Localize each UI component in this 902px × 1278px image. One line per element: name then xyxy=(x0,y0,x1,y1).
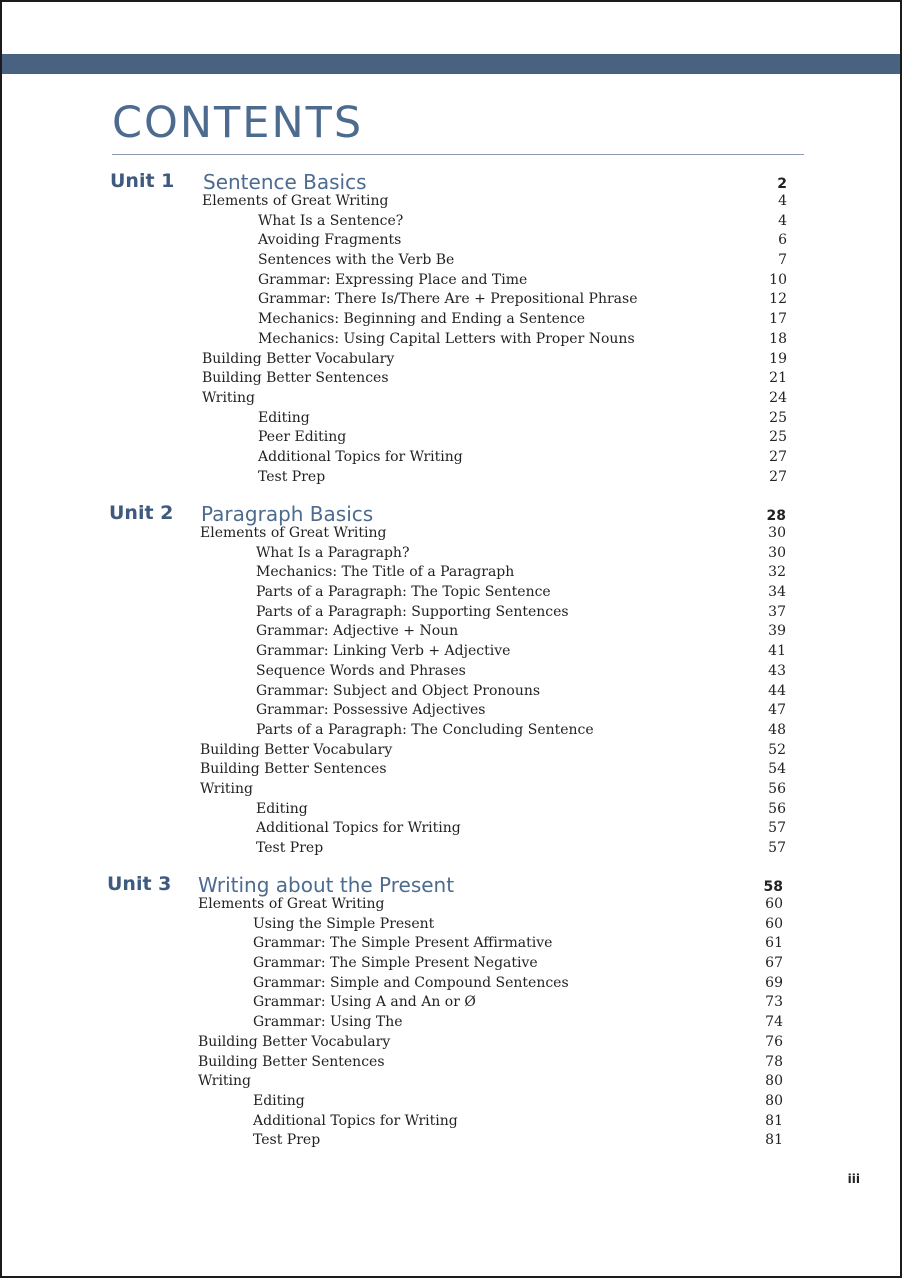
toc-entry-page: 81 xyxy=(765,1112,783,1129)
toc-entry-page: 47 xyxy=(768,702,786,719)
toc-entry xyxy=(0,974,783,994)
toc-entry-page: 56 xyxy=(768,780,786,797)
toc-entry-page: 18 xyxy=(769,330,787,347)
toc-entry-title: What Is a Sentence? xyxy=(258,212,404,229)
toc-entry xyxy=(0,895,783,915)
toc-entry-page: 48 xyxy=(768,721,786,738)
toc-entry xyxy=(0,1033,783,1053)
toc-entry-title: Grammar: Expressing Place and Time xyxy=(258,271,528,288)
unit-title: Paragraph Basics xyxy=(201,502,374,526)
toc-entry-page: 54 xyxy=(768,761,786,778)
toc-entry-title: What Is a Paragraph? xyxy=(256,544,410,561)
toc-entry-page: 43 xyxy=(768,662,786,679)
toc-entry-page: 4 xyxy=(778,212,787,229)
toc-entry-page: 24 xyxy=(769,389,787,406)
toc-entry-page: 80 xyxy=(765,1073,783,1090)
toc-entry-page: 78 xyxy=(765,1053,783,1070)
toc-entry xyxy=(0,310,787,330)
toc-entry-page: 73 xyxy=(765,994,783,1011)
toc-entry-title: Avoiding Fragments xyxy=(258,232,402,249)
toc-entry xyxy=(0,760,786,780)
unit-page-number: 28 xyxy=(766,508,786,524)
toc-entry xyxy=(0,1053,783,1073)
toc-entry-title: Writing xyxy=(202,389,256,406)
toc-entry xyxy=(0,1092,783,1112)
toc-entry-title: Elements of Great Writing xyxy=(200,525,387,541)
toc-entry-page: 17 xyxy=(769,311,787,328)
toc-entry-page: 80 xyxy=(765,1092,783,1109)
toc-entry xyxy=(0,642,786,662)
toc-entry-title: Peer Editing xyxy=(258,429,347,446)
toc-entry-title: Additional Topics for Writing xyxy=(253,1112,458,1129)
toc-entry-title: Grammar: The Simple Present Negative xyxy=(253,955,538,972)
toc-entry-title: Grammar: Subject and Object Pronouns xyxy=(256,682,541,699)
toc-entry-page: 21 xyxy=(769,370,787,387)
toc-entry-page: 76 xyxy=(765,1033,783,1050)
toc-entry-page: 67 xyxy=(765,955,783,972)
toc-entry-title: Building Better Sentences xyxy=(198,1053,385,1070)
toc-entry xyxy=(0,271,787,291)
toc-entry xyxy=(0,1131,783,1151)
toc-entry-page: 57 xyxy=(768,840,786,856)
toc-entry-title: Editing xyxy=(258,409,310,426)
toc-entry-title: Sentences with the Verb Be xyxy=(258,252,455,269)
toc-entry xyxy=(0,448,787,468)
toc-entry-page: 30 xyxy=(768,544,786,561)
toc-entry-page: 81 xyxy=(765,1132,783,1149)
toc-entry-title: Grammar: Possessive Adjectives xyxy=(256,702,486,719)
toc-entry xyxy=(0,954,783,974)
toc-entry-title: Mechanics: Using Capital Letters with Proper Nouns xyxy=(258,330,635,347)
toc-entry-title: Mechanics: The Title of a Paragraph xyxy=(256,564,515,581)
unit-title: Sentence Basics xyxy=(203,170,367,194)
toc-entry xyxy=(0,800,786,820)
toc-entry-page: 27 xyxy=(769,448,787,465)
toc-entry xyxy=(0,563,786,583)
toc-entry-title: Using the Simple Present xyxy=(253,915,435,932)
toc-entry xyxy=(0,468,787,488)
toc-entry-page: 60 xyxy=(765,896,783,912)
toc-entry xyxy=(0,428,787,448)
toc-entry-page: 4 xyxy=(778,193,787,209)
toc-entry xyxy=(0,839,786,859)
toc-entry-page: 61 xyxy=(765,935,783,952)
toc-entry xyxy=(0,819,786,839)
toc-entry xyxy=(0,330,787,350)
toc-entry-page: 6 xyxy=(778,232,787,249)
toc-entry xyxy=(0,1013,783,1033)
toc-entry xyxy=(0,682,786,702)
toc-entry-title: Editing xyxy=(256,800,308,817)
toc-entry xyxy=(0,741,786,761)
toc-entry-title: Building Better Sentences xyxy=(202,370,389,387)
toc-entry-title: Test Prep xyxy=(253,1132,321,1149)
toc-entry-page: 56 xyxy=(768,800,786,817)
toc-entry xyxy=(0,603,786,623)
toc-entry-page: 74 xyxy=(765,1014,783,1031)
toc-entry xyxy=(0,1112,783,1132)
toc-entry-title: Elements of Great Writing xyxy=(198,896,385,912)
toc-entry xyxy=(0,583,786,603)
toc-entry-page: 32 xyxy=(768,564,786,581)
toc-entry-title: Grammar: There Is/There Are + Prepositional Phrase xyxy=(258,291,638,308)
toc-entry-page: 10 xyxy=(769,271,787,288)
toc-entry-page: 12 xyxy=(769,291,787,308)
toc-entry-page: 25 xyxy=(769,429,787,446)
toc-entry-title: Parts of a Paragraph: Supporting Sentences xyxy=(256,603,569,620)
toc-entry-title: Writing xyxy=(198,1073,252,1090)
unit-title: Writing about the Present xyxy=(198,873,455,897)
toc-entry-page: 69 xyxy=(765,974,783,991)
toc-entry-title: Grammar: Adjective + Noun xyxy=(256,623,459,640)
toc-entry xyxy=(0,1072,783,1092)
toc-entry-title: Grammar: The Simple Present Affirmative xyxy=(253,935,553,952)
toc-entry xyxy=(0,290,787,310)
entry-list xyxy=(0,524,786,859)
toc-entry xyxy=(0,251,787,271)
toc-entry xyxy=(0,350,787,370)
toc-entry xyxy=(0,544,786,564)
toc-entry xyxy=(0,409,787,429)
toc-entry-title: Test Prep xyxy=(256,840,324,856)
toc-entry-page: 37 xyxy=(768,603,786,620)
toc-entry-page: 52 xyxy=(768,741,786,758)
toc-entry-title: Building Better Vocabulary xyxy=(198,1033,391,1050)
toc-entry xyxy=(0,934,783,954)
toc-entry-page: 60 xyxy=(765,915,783,932)
toc-entry-page: 57 xyxy=(768,820,786,837)
toc-entry xyxy=(0,231,787,251)
toc-entry-page: 44 xyxy=(768,682,786,699)
toc-entry xyxy=(0,369,787,389)
toc-entry xyxy=(0,662,786,682)
toc-entry-page: 19 xyxy=(769,350,787,367)
entry-list xyxy=(0,192,787,487)
toc-entry xyxy=(0,212,787,232)
toc-entry-title: Building Better Vocabulary xyxy=(200,741,393,758)
toc-entry-title: Editing xyxy=(253,1092,305,1109)
unit-label: Unit 2 xyxy=(109,502,174,524)
toc-entry-page: 34 xyxy=(768,584,786,601)
toc-entry-title: Additional Topics for Writing xyxy=(256,820,461,837)
toc-entry-title: Grammar: Using A and An or Ø xyxy=(253,994,476,1011)
page-number: iii xyxy=(847,1172,860,1186)
toc-entry-title: Mechanics: Beginning and Ending a Sentence xyxy=(258,311,586,328)
toc-entry-page: 7 xyxy=(778,252,787,269)
unit-page-number: 58 xyxy=(763,879,783,895)
toc-entry xyxy=(0,192,787,212)
toc-entry-title: Elements of Great Writing xyxy=(202,193,389,209)
entry-list xyxy=(0,895,783,1151)
toc-entry xyxy=(0,524,786,544)
toc-entry-title: Additional Topics for Writing xyxy=(258,448,463,465)
toc-entry-title: Grammar: Linking Verb + Adjective xyxy=(256,643,511,660)
toc-entry-title: Parts of a Paragraph: The Topic Sentence xyxy=(256,584,551,601)
toc-entry-title: Building Better Vocabulary xyxy=(202,350,395,367)
toc-entry-page: 27 xyxy=(769,468,787,485)
toc-entry-title: Grammar: Using The xyxy=(253,1014,403,1031)
toc-entry-page: 30 xyxy=(768,525,786,541)
toc-entry-title: Grammar: Simple and Compound Sentences xyxy=(253,974,569,991)
toc-entry-title: Parts of a Paragraph: The Concluding Sentence xyxy=(256,721,594,738)
toc-entry xyxy=(0,721,786,741)
toc-entry xyxy=(0,622,786,642)
unit-label: Unit 3 xyxy=(107,873,172,895)
toc-entry-title: Building Better Sentences xyxy=(200,761,387,778)
toc-entry-title: Writing xyxy=(200,780,254,797)
unit-page-number: 2 xyxy=(777,176,787,192)
toc-entry xyxy=(0,915,783,935)
toc-entry-page: 25 xyxy=(769,409,787,426)
toc-entry-page: 41 xyxy=(768,643,786,660)
title-rule xyxy=(112,154,804,155)
toc-entry xyxy=(0,389,787,409)
toc-entry xyxy=(0,780,786,800)
header-band xyxy=(2,54,900,74)
unit-label: Unit 1 xyxy=(110,170,175,192)
toc-entry-title: Sequence Words and Phrases xyxy=(256,662,466,679)
toc-entry xyxy=(0,701,786,721)
toc-entry xyxy=(0,993,783,1013)
toc-entry-page: 39 xyxy=(768,623,786,640)
page-title: CONTENTS xyxy=(112,98,364,148)
toc-entry-title: Test Prep xyxy=(258,468,326,485)
